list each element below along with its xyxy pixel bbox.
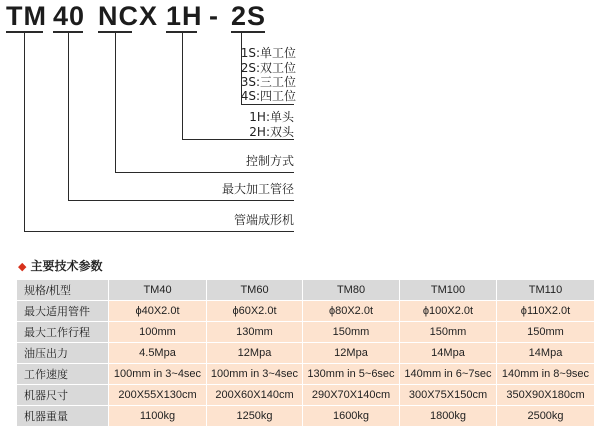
table-cell: 1800kg: [400, 406, 497, 427]
table-row: [17, 385, 595, 406]
table-cell: 150mm: [400, 322, 497, 343]
leader-head-vertical: [182, 33, 183, 140]
table-cell: 140mm in 6~7sec: [400, 364, 497, 385]
table-cell: 1100kg: [109, 406, 207, 427]
table-row: [17, 322, 595, 343]
table-cell: 14Mpa: [400, 343, 497, 364]
table-cell: 130mm: [207, 322, 303, 343]
table-cell: ϕ60X2.0t: [207, 301, 303, 322]
leader-size-horizontal: [68, 200, 294, 201]
leader-size-vertical: [68, 33, 69, 201]
row-label: 机器尺寸: [17, 385, 109, 406]
legend-head-2: 2H:双头: [249, 125, 294, 139]
legend-station-1: 1S:单工位: [240, 46, 296, 60]
model-head: 1H: [166, 1, 203, 31]
table-cell: 150mm: [303, 322, 400, 343]
legend-machine: 管端成形机: [233, 213, 294, 227]
table-row: [17, 364, 595, 385]
model-nc: NC: [98, 1, 139, 31]
table-cell: 1600kg: [303, 406, 400, 427]
header-cell-tm80: TM80: [303, 280, 400, 301]
model-prefix: TM: [6, 1, 47, 31]
table-cell: 300X75X150cm: [400, 385, 497, 406]
model-code-diagram: [0, 0, 600, 40]
table-row: [17, 406, 595, 427]
table-cell: 150mm: [497, 322, 595, 343]
section-title-text: 主要技术参数: [30, 259, 103, 273]
legend-station-2: 2S:双工位: [240, 61, 296, 75]
legend-max-pipe: 最大加工管径: [221, 182, 294, 196]
table-cell: 100mm in 3~4sec: [109, 364, 207, 385]
section-title: [18, 258, 102, 275]
diamond-bullet-icon: ◆: [18, 260, 27, 273]
table-cell: ϕ100X2.0t: [400, 301, 497, 322]
row-label: 油压出力: [17, 343, 109, 364]
model-station: 2S: [231, 1, 267, 31]
underline-station: [231, 31, 265, 33]
legend-station-3: 3S:三工位: [240, 75, 296, 89]
legend-control: 控制方式: [245, 154, 294, 168]
header-cell-tm110: TM110: [497, 280, 595, 301]
row-label: 最大适用管件: [17, 301, 109, 322]
legend-head-1: 1H:单头: [249, 110, 294, 124]
table-header-row: [17, 280, 595, 301]
table-cell: 4.5Mpa: [109, 343, 207, 364]
table-row: [17, 343, 595, 364]
header-cell-tm100: TM100: [400, 280, 497, 301]
spec-table: [16, 279, 595, 427]
model-size: 40: [53, 1, 86, 31]
leader-station-horizontal: [241, 104, 294, 105]
table-cell: 350X90X180cm: [497, 385, 595, 406]
table-cell: 130mm in 5~6sec: [303, 364, 400, 385]
table-cell: ϕ110X2.0t: [497, 301, 595, 322]
table-cell: 1250kg: [207, 406, 303, 427]
table-cell: 2500kg: [497, 406, 595, 427]
header-cell-spec: 规格/机型: [17, 280, 109, 301]
row-label: 最大工作行程: [17, 322, 109, 343]
table-cell: 100mm in 3~4sec: [207, 364, 303, 385]
table-row: [17, 301, 595, 322]
header-cell-tm60: TM60: [207, 280, 303, 301]
table-cell: 200X55X130cm: [109, 385, 207, 406]
row-label: 机器重量: [17, 406, 109, 427]
table-cell: 100mm: [109, 322, 207, 343]
header-cell-tm40: TM40: [109, 280, 207, 301]
table-cell: ϕ80X2.0t: [303, 301, 400, 322]
table-cell: 12Mpa: [207, 343, 303, 364]
model-x: X: [139, 1, 159, 31]
table-cell: 12Mpa: [303, 343, 400, 364]
leader-machine-horizontal: [24, 231, 294, 232]
model-dash: -: [209, 1, 219, 31]
row-label: 工作速度: [17, 364, 109, 385]
leader-control-vertical: [115, 33, 116, 173]
table-cell: 14Mpa: [497, 343, 595, 364]
table-cell: 140mm in 8~9sec: [497, 364, 595, 385]
leader-machine-vertical: [24, 33, 25, 232]
leader-control-horizontal: [115, 172, 294, 173]
table-cell: 200X60X140cm: [207, 385, 303, 406]
table-cell: ϕ40X2.0t: [109, 301, 207, 322]
legend-station-4: 4S:四工位: [240, 89, 296, 103]
table-cell: 290X70X140cm: [303, 385, 400, 406]
